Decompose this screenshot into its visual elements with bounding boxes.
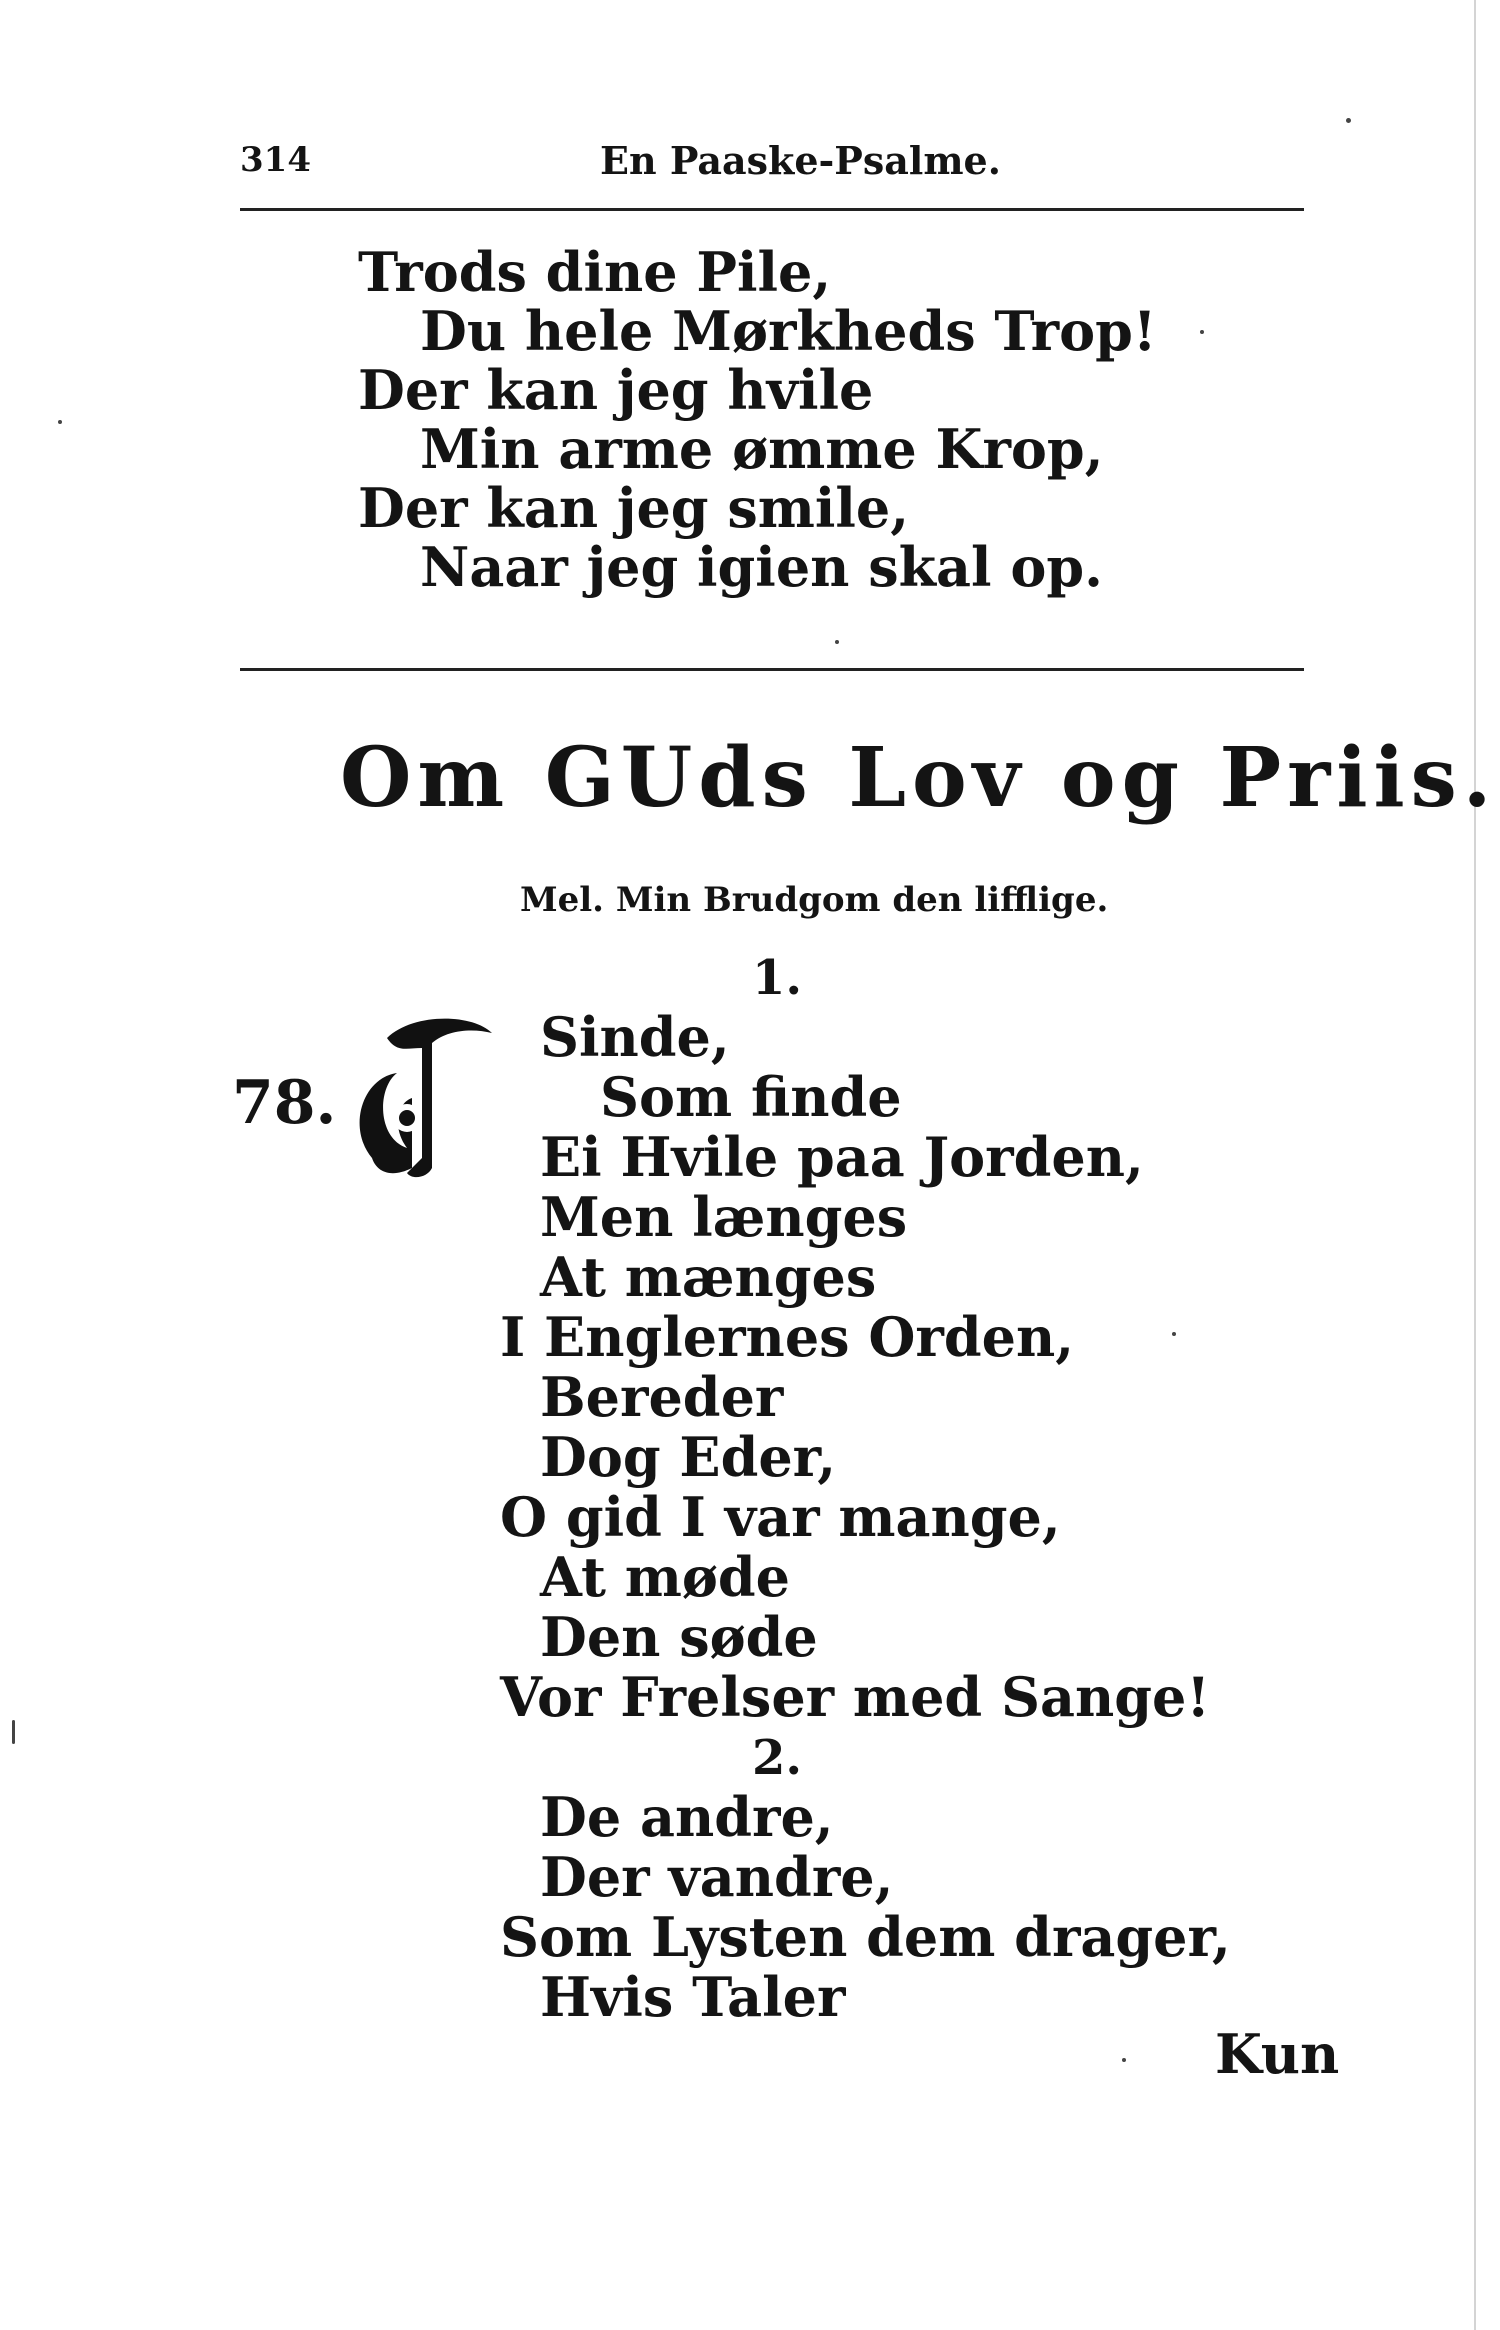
verse-line: At mænges [540,1245,877,1309]
stanza-number: 2. [752,1730,803,1786]
verse-line: Ei Hvile paa Jorden, [540,1125,1144,1189]
stanza-number: 1. [752,950,803,1006]
page-edge [1474,0,1476,2330]
verse-line: Du hele Mørkheds Trop! [420,299,1157,363]
verse-line: Der kan jeg smile, [358,476,910,540]
verse-line: Den søde [540,1605,818,1669]
decorated-initial [352,1008,502,1183]
header-rule [240,208,1304,211]
catchword: Kun [1215,2022,1340,2086]
verse-line: I Englernes Orden, [500,1305,1075,1369]
scan-speck [1122,2058,1126,2062]
scan-speck [1346,118,1351,123]
scan-speck [1200,330,1204,334]
scan-speck [835,640,839,644]
verse-line: Sinde, [540,1005,730,1069]
verse-line: Min arme ømme Krop, [420,417,1104,481]
verse-line: Dog Eder, [540,1425,836,1489]
verse-line: Der vandre, [540,1845,894,1909]
melody-line: Mel. Min Brudgom den lifflige. [520,880,1109,920]
section-rule [240,668,1304,671]
verse-line: De andre, [540,1785,834,1849]
verse-line: O gid I var mange, [500,1485,1061,1549]
verse-line: Trods dine Pile, [358,240,832,304]
verse-line: Som finde [600,1065,902,1129]
verse-line: Vor Frelser med Sange! [500,1665,1211,1729]
scan-speck [12,1720,15,1744]
running-title: En Paaske-Psalme. [600,138,1001,183]
hymn-title: Om GUds Lov og Priis. [340,730,1498,826]
initial-ornament [352,1008,502,1183]
hymn-number: 78. [232,1068,337,1138]
verse-line: Naar jeg igien skal op. [420,535,1103,599]
verse-line: Som Lysten dem drager, [500,1905,1231,1969]
page-number: 314 [240,140,311,180]
verse-line: Hvis Taler [540,1965,846,2029]
verse-line: Men længes [540,1185,908,1249]
verse-line: Bereder [540,1365,784,1429]
scan-speck [58,420,62,424]
verse-line: At møde [540,1545,790,1609]
verse-line: Der kan jeg hvile [358,358,874,422]
scan-speck [1172,1332,1176,1336]
